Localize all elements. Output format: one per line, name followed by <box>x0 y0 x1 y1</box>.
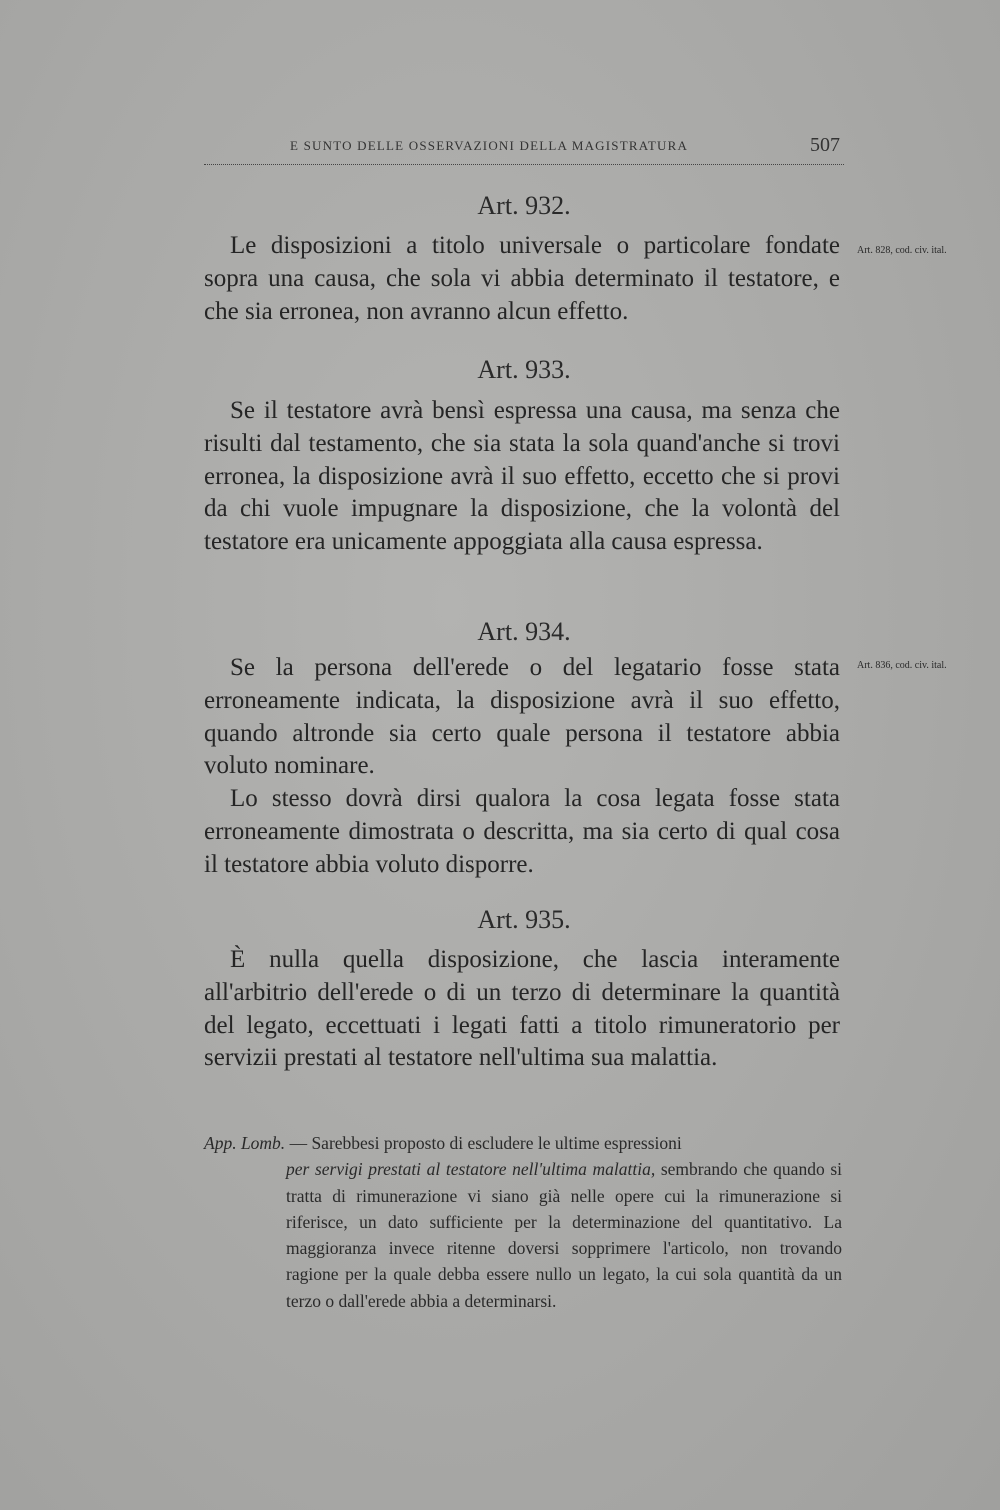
article-text-934-paragraph-2: Lo stesso dovrà dirsi qualora la cosa legata fosse stata erroneamente dimostrata o descritta, ma sia certo di qual cosa il testatore abbia voluto disporre. <box>204 785 840 878</box>
article-text-935: È nulla quella disposizione, che lascia interamente all'arbitrio dell'erede o di un terzo di determinare la quantità del legato, eccettuati i legati fatti a titolo rimuneratorio per servizii prestati al testatore nell'ultima sua malattia. <box>204 946 840 1072</box>
article-text-932: Le disposizioni a titolo universale o particolare fondate sopra una causa, che sola vi abbia determinato il testatore, e che sia erronea, non avranno alcun effetto. <box>204 232 840 325</box>
page-number: 507 <box>810 134 840 156</box>
note-dash: — <box>285 1133 312 1153</box>
article-heading-934: Art. 934. <box>477 617 571 646</box>
note-author: App. Lomb. <box>204 1133 286 1153</box>
page-header <box>204 134 844 165</box>
running-title: E SUNTO DELLE OSSERVAZIONI DELLA MAGISTRATURA <box>290 138 689 153</box>
article-heading-933: Art. 933. <box>477 355 571 384</box>
article-text-933: Se il testatore avrà bensì espressa una causa, ma senza che risulti dal testamento, che sia stata la sola quand'anche si trovi erronea, la disposizione avrà il suo effetto, eccetto che si provi da chi vuole impugnare la disposizione, che la volontà del testatore era unicamente appoggiata alla causa espressa. <box>204 397 840 556</box>
note-continuation <box>204 1156 842 1314</box>
observation-note <box>204 1130 842 1314</box>
margin-note-932: Art. 828, cod. civ. ital. <box>857 245 947 256</box>
note-rest-text: sembrando che quando si tratta di rimunerazione vi siano già nelle opere cui la rimunerazione si riferisce, un dato sufficiente per la determinazione del quantitativo. La maggioranza invece ritenne doversi sopprimere l'articolo, non trovando ragione per la quale debba essere nullo un legato, la cui sola quantità da un terzo o dall'erede abbia a determinarsi. <box>286 1159 842 1311</box>
note-first-line <box>204 1130 842 1156</box>
note-lead: Sarebbesi proposto di escludere le ultime espressioni <box>311 1133 682 1153</box>
article-text-934-paragraph-1: Se la persona dell'erede o del legatario fosse stata erroneamente indicata, la disposizione avrà il suo effetto, quando altronde sia certo quale persona il testatore abbia voluto nominare. <box>204 654 840 780</box>
article-heading-932: Art. 932. <box>477 191 571 220</box>
note-quoted-phrase: per servigi prestati al testatore nell'ultima malattia, <box>286 1159 656 1180</box>
article-heading-935: Art. 935. <box>477 905 571 934</box>
margin-note-934: Art. 836, cod. civ. ital. <box>857 660 947 671</box>
